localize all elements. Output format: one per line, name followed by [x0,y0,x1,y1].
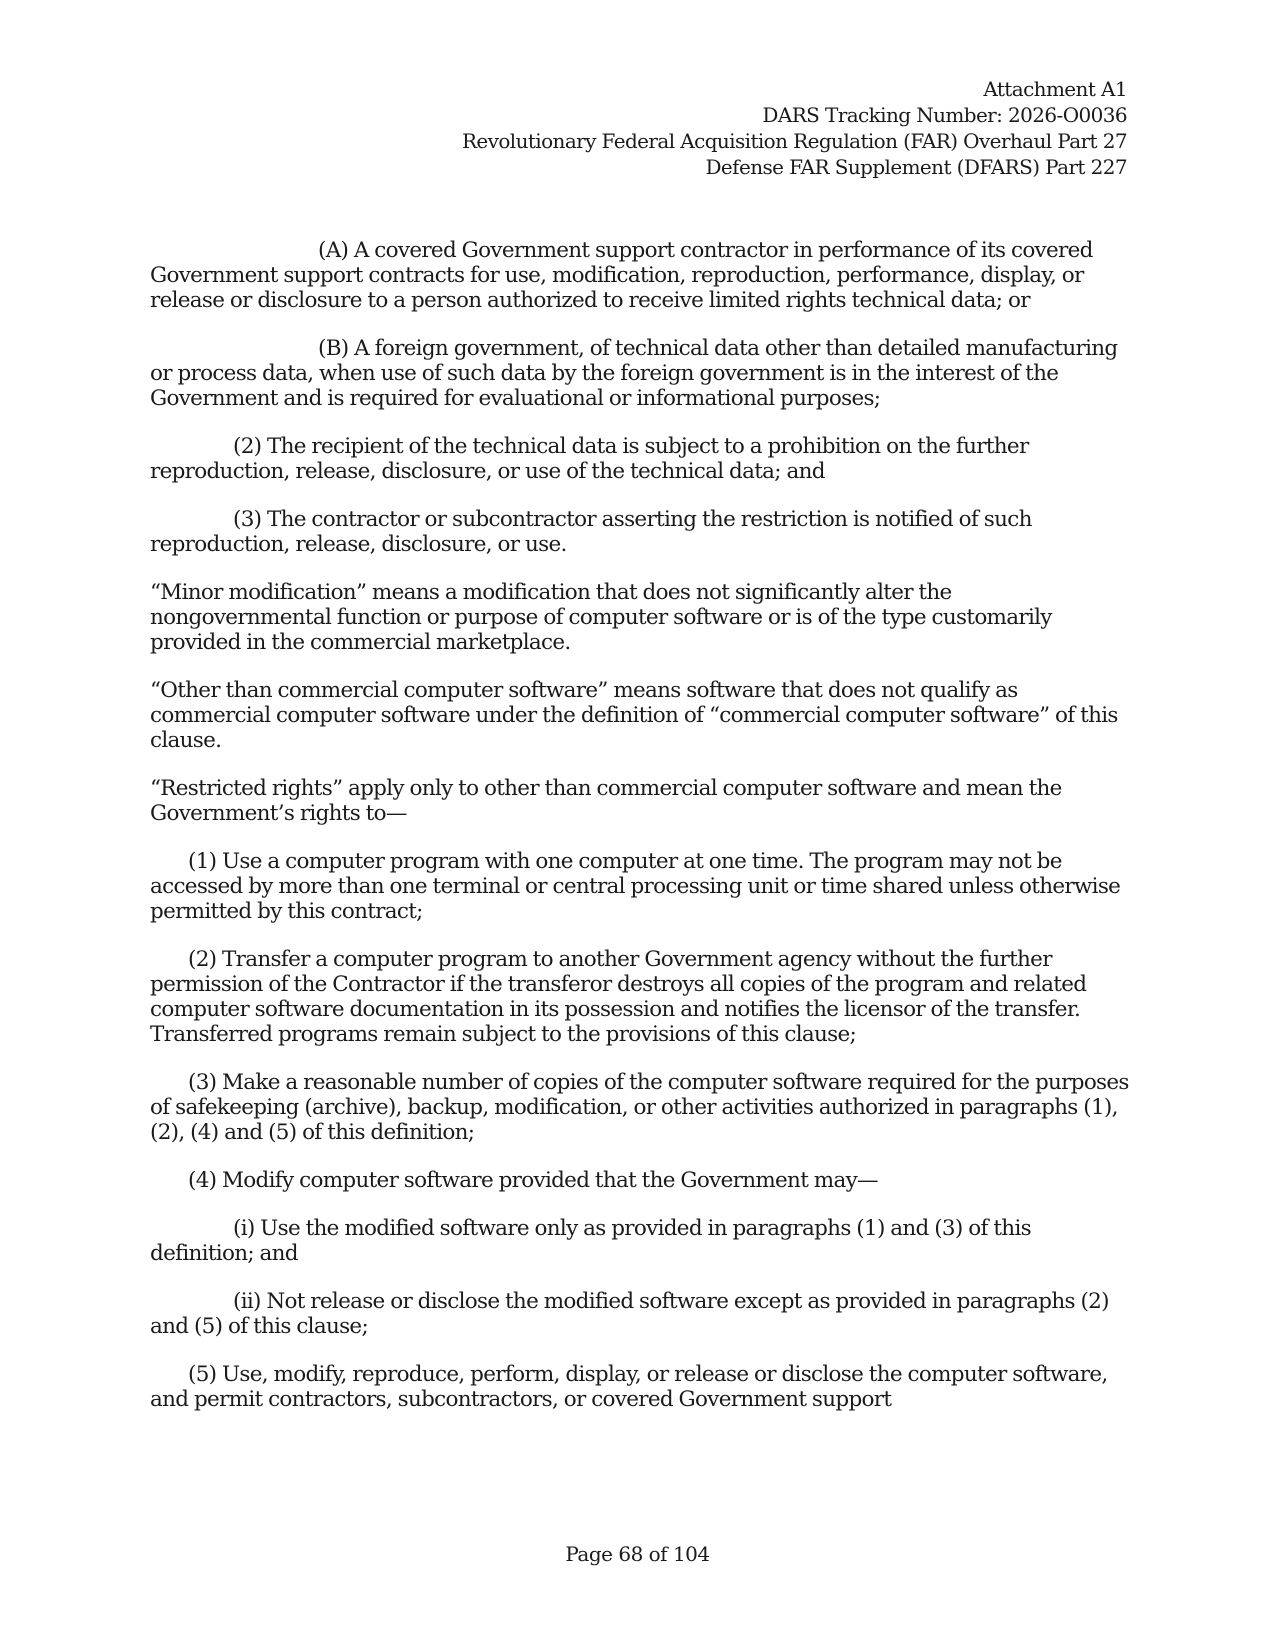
restricted-rights-item-4-i: (i) Use the modified software only as provided in paragraphs (1) and (3) of this definition; and [150,1216,1031,1266]
restricted-rights-item-3: (3) Make a reasonable number of copies of the computer software required for the purposes of safekeeping (archive), backup, modification, or other activities authorized in paragraphs (1), (2), (4) and (5) of this definition; [150,1070,1129,1145]
definition-minor-modification: “Minor modification” means a modification that does not significantly alter the nongovernmental function or purpose of computer software or is of the type customarily provided in the commercial marketplace. [150,580,1052,655]
restricted-rights-item-4: (4) Modify computer software provided that the Government may— [188,1168,878,1193]
paragraph-2-recipient-prohibition: (2) The recipient of the technical data is subject to a prohibition on the further reproduction, release, disclosure, or use of the technical data; and [150,434,1029,484]
document-body [150,238,1130,1435]
definition-restricted-rights: “Restricted rights” apply only to other than commercial computer software and mean the Government’s rights to— [150,776,1062,826]
restricted-rights-item-4-ii: (ii) Not release or disclose the modified software except as provided in paragraphs (2) and (5) of this clause; [150,1289,1109,1339]
page-header [462,76,1127,180]
header-far-part: Revolutionary Federal Acquisition Regulation (FAR) Overhaul Part 27 [461,129,1127,153]
definition-other-than-commercial-software: “Other than commercial computer software” means software that does not qualify as commercial computer software under the definition of “commercial computer software” of this clause. [150,678,1118,753]
paragraph-a-covered-contractor: (A) A covered Government support contractor in performance of its covered Government support contracts for use, modification, reproduction, performance, display, or release or disclosure to a person authorized to receive limited rights technical data; or [150,238,1093,313]
header-attachment: Attachment A1 [983,77,1127,101]
paragraph-3-contractor-notified: (3) The contractor or subcontractor asserting the restriction is notified of such reproduction, release, disclosure, or use. [150,507,1032,557]
page-number: Page 68 of 104 [565,1542,710,1566]
restricted-rights-item-2: (2) Transfer a computer program to another Government agency without the further permission of the Contractor if the transferor destroys all copies of the program and related computer software documentation in its possession and notifies the licensor of the transfer. Transferred programs remain subject to the provisions of this clause; [150,947,1087,1047]
header-tracking-number: DARS Tracking Number: 2026-O0036 [762,103,1127,127]
header-dfars-part: Defense FAR Supplement (DFARS) Part 227 [705,155,1127,179]
restricted-rights-item-1: (1) Use a computer program with one computer at one time. The program may not be accessed by more than one terminal or central processing unit or time shared unless otherwise permitted by this contract; [150,849,1121,924]
paragraph-b-foreign-government: (B) A foreign government, of technical data other than detailed manufacturing or process data, when use of such data by the foreign government is in the interest of the Government and is required for evaluational or informational purposes; [150,336,1118,411]
restricted-rights-item-5: (5) Use, modify, reproduce, perform, display, or release or disclose the computer software, and permit contractors, subcontractors, or covered Government support [150,1362,1108,1412]
